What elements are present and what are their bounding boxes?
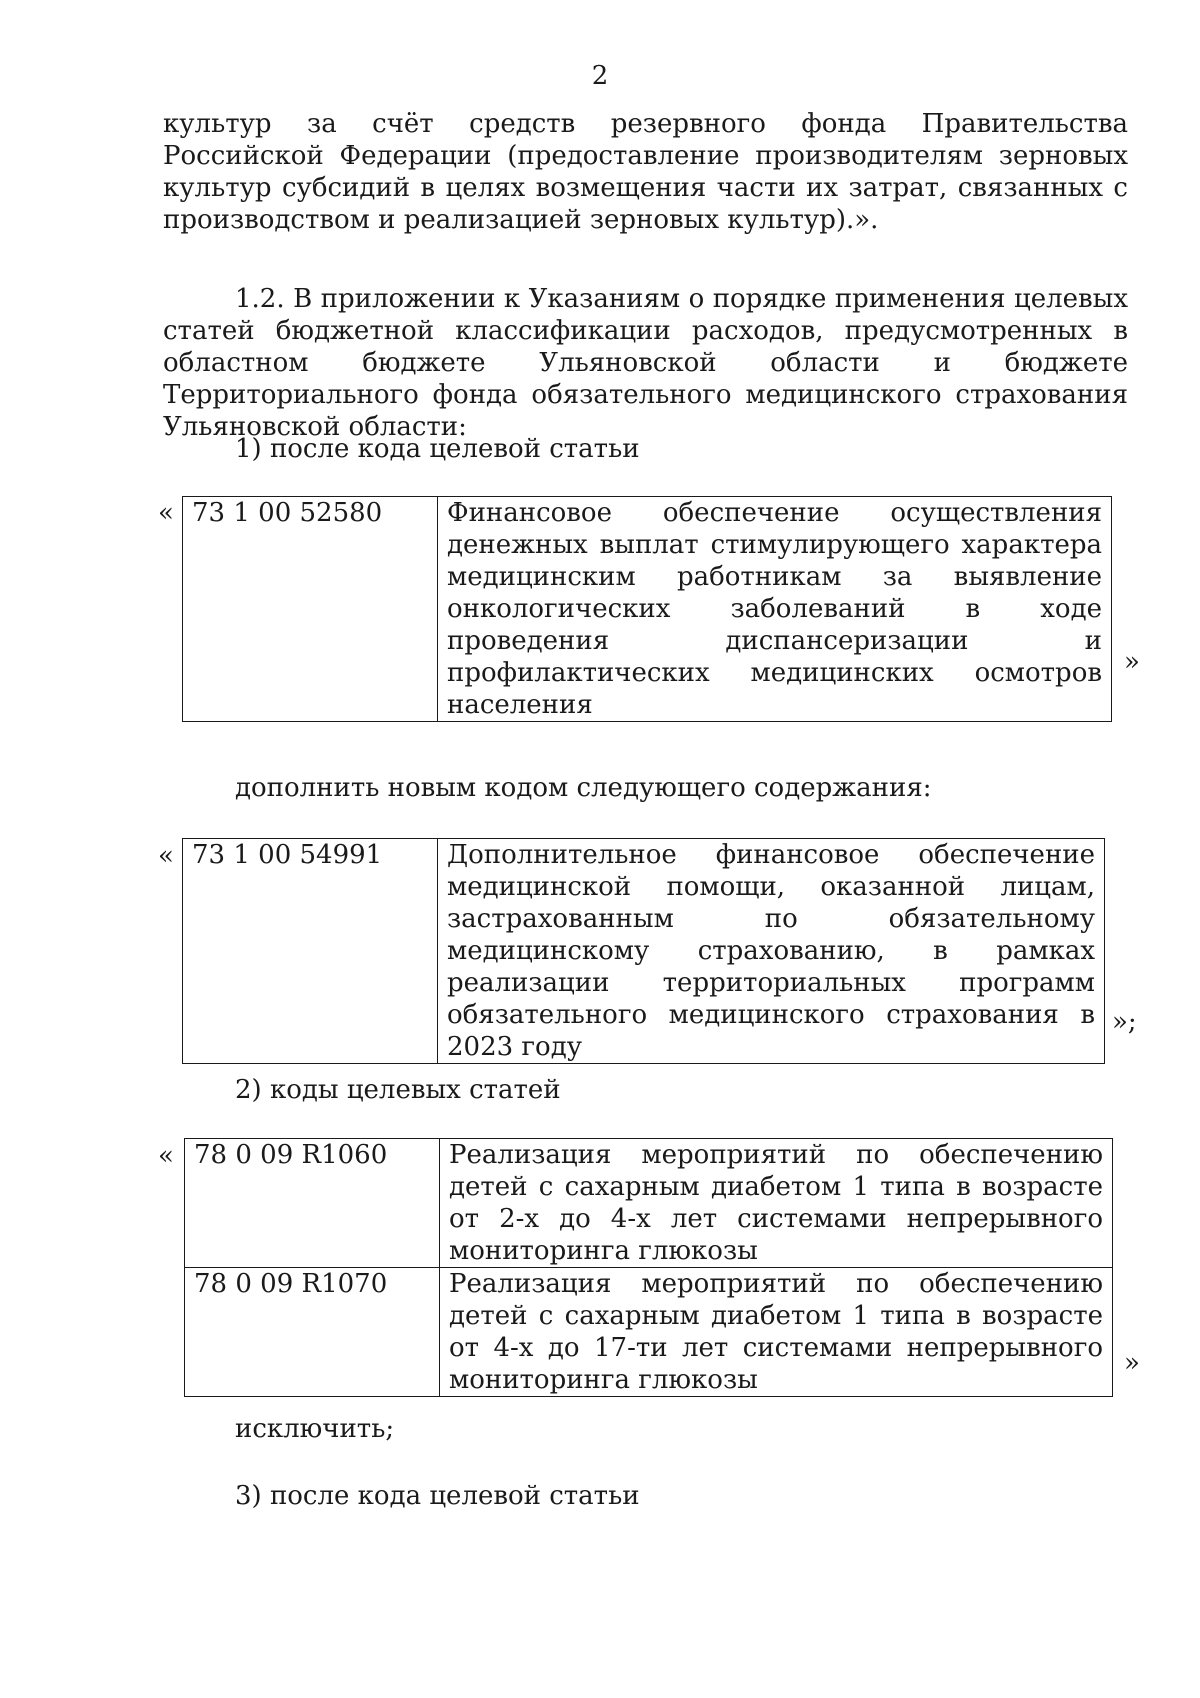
page-number: 2 [591, 61, 609, 91]
table2-close-quote: »; [1112, 1007, 1137, 1037]
table3-close-quote: » [1124, 1348, 1140, 1378]
table2-open-quote: « [158, 841, 174, 871]
table-row [185, 1139, 1113, 1268]
table3 [184, 1138, 1113, 1397]
item3-intro: 3) после кода целевой статьи [235, 1481, 640, 1511]
table3-code-2: 78 0 09 R1070 [185, 1268, 440, 1397]
table1 [182, 496, 1112, 722]
table1-description: Финансовое обеспечение осуществления денежных выплат стимулирующего характера медицинским работникам за выявление онкологических заболеваний в ходе проведения диспансеризации и профилактических медицинских осмотров населения [438, 497, 1112, 722]
table-row [183, 839, 1105, 1064]
table1-code: 73 1 00 52580 [183, 497, 438, 722]
item2-action: исключить; [235, 1414, 395, 1444]
table3-description-2: Реализация мероприятий по обеспечению детей с сахарным диабетом 1 типа в возрасте от 4-х до 17-ти лет системами непрерывного мониторинга глюкозы [440, 1268, 1113, 1397]
table3-open-quote: « [158, 1141, 174, 1171]
item2-intro: 2) коды целевых статей [235, 1075, 561, 1105]
table-row [183, 497, 1112, 722]
table1-open-quote: « [158, 498, 174, 528]
table1-close-quote: » [1124, 647, 1140, 677]
table-row [185, 1268, 1113, 1397]
table3-description-1: Реализация мероприятий по обеспечению детей с сахарным диабетом 1 типа в возрасте от 2-х до 4-х лет системами непрерывного мониторинга глюкозы [440, 1139, 1113, 1268]
table3-code-1: 78 0 09 R1060 [185, 1139, 440, 1268]
table2-code: 73 1 00 54991 [183, 839, 438, 1064]
item1-intro: 1) после кода целевой статьи [235, 434, 640, 464]
section-paragraph: 1.2. В приложении к Указаниям о порядке применения целевых статей бюджетной классификации расходов, предусмотренных в областном бюджете Ульяновской области и бюджете Территориального фонда обязательного медицинского страхования Ульяновской области: [163, 284, 1128, 442]
table2-description: Дополнительное финансовое обеспечение медицинской помощи, оказанной лицам, застрахованным по обязательному медицинскому страхованию, в рамках реализации территориальных программ обязательного медицинского страхования в 2023 году [438, 839, 1105, 1064]
item1-action: дополнить новым кодом следующего содержания: [235, 773, 932, 803]
top-paragraph: культур за счёт средств резервного фонда Правительства Российской Федерации (предоставление производителям зерновых культур субсидий в целях возмещения части их затрат, связанных с производством и реализацией зерновых культур).». [163, 109, 1128, 235]
table2 [182, 838, 1105, 1064]
